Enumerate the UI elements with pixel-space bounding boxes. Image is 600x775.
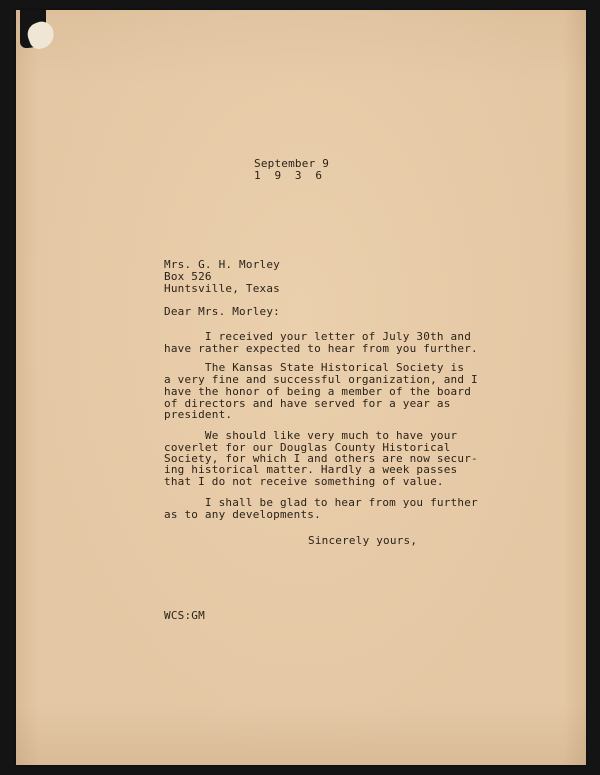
recipient-city: Huntsville, Texas <box>164 282 280 295</box>
paragraph-2-line-3: have the honor of being a member of the board <box>164 385 472 398</box>
paragraph-3-line-4: ing historical matter. Hardly a week passes <box>164 463 458 476</box>
paragraph-1-line-2: have rather expected to hear from you further. <box>164 342 478 355</box>
paragraph-3-line-1: We should like very much to have your <box>164 429 458 442</box>
recipient-name: Mrs. G. H. Morley <box>164 258 280 271</box>
paragraph-2-line-5: president. <box>164 408 233 421</box>
typist-initials: WCS:GM <box>164 609 205 622</box>
paragraph-3-line-5: that I do not receive something of value. <box>164 475 444 488</box>
paragraph-2-line-1: The Kansas State Historical Society is <box>164 361 465 374</box>
salutation: Dear Mrs. Morley: <box>164 305 280 318</box>
date-month-day: September 9 <box>254 157 330 170</box>
paragraph-1-line-1: I received your letter of July 30th and <box>164 330 472 343</box>
paragraph-3-line-2: coverlet for our Douglas County Historical <box>164 441 451 454</box>
paragraph-4-line-1: I shall be glad to hear from you further <box>164 496 478 509</box>
date-year: 1 9 3 6 <box>254 169 323 182</box>
paragraph-4-line-2: as to any developments. <box>164 508 321 521</box>
paragraph-2-line-2: a very fine and successful organization, and I <box>164 373 478 386</box>
closing: Sincerely yours, <box>308 534 418 547</box>
paragraph-2-line-4: of directors and have served for a year as <box>164 397 451 410</box>
recipient-box: Box 526 <box>164 270 212 283</box>
paragraph-3-line-3: Society, for which I and others are now secur- <box>164 452 478 465</box>
